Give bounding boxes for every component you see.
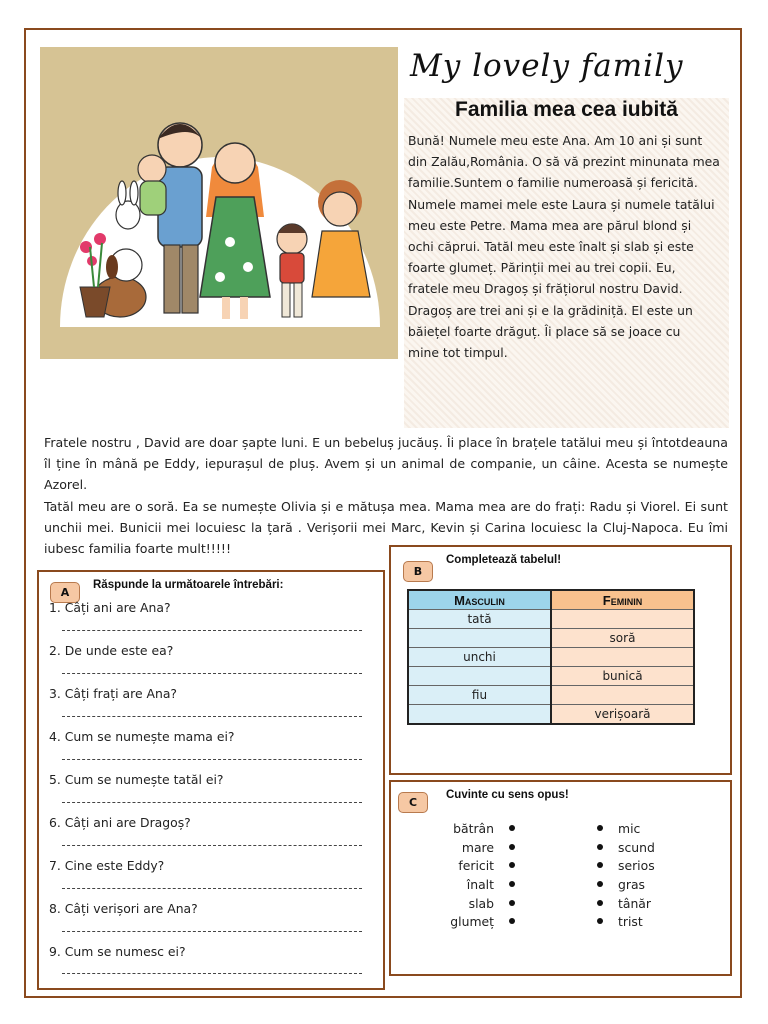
opposite-word-right: trist: [618, 914, 643, 929]
table-cell[interactable]: soră: [551, 629, 694, 648]
table-row: [408, 629, 694, 648]
intro-line: foarte glumeț. Părinții mei au trei copii. Eu,: [408, 260, 676, 276]
section-b-badge: B: [403, 561, 433, 582]
column-header-masculin: Masculin: [408, 590, 551, 610]
story-paragraph: Fratele nostru , David are doar șapte luni. E un bebeluș jucăuș. Îi place în brațele tatălui meu și întotdeauna îl ține în mână pe Eddy, iepurașul de pluș. Avem și un animal de companie, un câine. Acesta se numește Azorel.: [44, 435, 728, 493]
story-paragraph: Tatăl meu are o soră. Ea se numește Olivia și e mătușa mea. Mama mea are do frați: Radu și Viorel. Ei sunt unchii mei. Bunicii mei locuiesc la țară . Verișorii mei Marc, Kevin și Carina locuiesc la Cluj-Napoca. Eu îmi iubesc familia foarte mult!!!!!: [44, 498, 728, 557]
question: 5. Cum se numește tatăl ei?: [49, 772, 224, 787]
table-cell[interactable]: [408, 667, 551, 686]
table-row: [408, 705, 694, 725]
gender-table: [407, 589, 695, 725]
answer-line[interactable]: [62, 888, 362, 889]
section-a-title: Răspunde la următoarele întrebări:: [93, 579, 284, 591]
answer-line[interactable]: [62, 802, 362, 803]
opposite-word-left: fericit: [458, 858, 494, 873]
section-a-badge: A: [50, 582, 80, 603]
table-cell[interactable]: [551, 610, 694, 629]
section-c-badge: C: [398, 792, 428, 813]
intro-line: Bună! Numele meu este Ana. Am 10 ani și sunt: [408, 133, 703, 148]
match-dot-left[interactable]: [509, 900, 515, 906]
question: 9. Cum se numesc ei?: [49, 944, 186, 959]
answer-line[interactable]: [62, 630, 362, 631]
family-drawing: [40, 47, 398, 359]
table-cell[interactable]: [551, 686, 694, 705]
table-cell[interactable]: bunică: [551, 667, 694, 686]
answer-line[interactable]: [62, 759, 362, 760]
answer-line[interactable]: [62, 716, 362, 717]
table-row: [408, 648, 694, 667]
answer-line[interactable]: [62, 973, 362, 974]
answer-line[interactable]: [62, 673, 362, 674]
section-b-title: Completează tabelul!: [446, 554, 562, 566]
table-cell[interactable]: [408, 705, 551, 725]
question: 4. Cum se numește mama ei?: [49, 729, 235, 744]
match-dot-right[interactable]: [597, 844, 603, 850]
question: 3. Câți frați are Ana?: [49, 686, 178, 701]
page-subtitle: Familia mea cea iubită: [455, 98, 678, 121]
match-dot-right[interactable]: [597, 918, 603, 924]
table-cell[interactable]: fiu: [408, 686, 551, 705]
intro-line: meu este Petre. Mama mea are părul blond și: [408, 217, 692, 233]
match-dot-left[interactable]: [509, 825, 515, 831]
opposite-word-left: mare: [461, 840, 494, 855]
opposite-word-right: gras: [618, 877, 646, 892]
family-illustration: [40, 47, 398, 359]
table-row: [408, 667, 694, 686]
column-header-feminin: Feminin: [551, 590, 694, 610]
table-row: [408, 610, 694, 629]
page-title: My lovely family: [410, 48, 684, 84]
intro-line: din Zalău,România. O să vă prezint minunata mea: [408, 154, 720, 170]
opposite-word-right: tânăr: [618, 896, 651, 911]
table-cell[interactable]: verișoară: [551, 705, 694, 725]
answer-line[interactable]: [62, 845, 362, 846]
opposite-word-left: bătrân: [453, 821, 494, 836]
intro-line: mine tot timpul.: [408, 345, 508, 361]
intro-line: familie.Suntem o familie numeroasă și fericită.: [408, 175, 698, 191]
intro-line: fratele meu Dragoș și frățiorul nostru David.: [408, 281, 683, 297]
opposite-word-right: serios: [618, 858, 655, 873]
opposite-word-right: mic: [618, 821, 641, 836]
match-dot-right[interactable]: [597, 825, 603, 831]
question: 6. Câți ani are Dragoș?: [49, 815, 191, 830]
opposite-word-left: glumeț: [450, 914, 494, 929]
question: 2. De unde este ea?: [49, 643, 174, 658]
table-row: [408, 686, 694, 705]
table-cell[interactable]: [408, 629, 551, 648]
question: 1. Câți ani are Ana?: [49, 600, 171, 615]
answer-line[interactable]: [62, 931, 362, 932]
match-dot-right[interactable]: [597, 900, 603, 906]
table-header-row: [408, 590, 694, 610]
question: 8. Câți verișori are Ana?: [49, 901, 198, 916]
match-dot-left[interactable]: [509, 881, 515, 887]
opposite-word-left: înalt: [466, 877, 494, 892]
match-dot-left[interactable]: [509, 862, 515, 868]
section-c-title: Cuvinte cu sens opus!: [446, 789, 569, 801]
intro-line: Dragoș are trei ani și e la grădiniță. El este un: [408, 302, 693, 318]
intro-line: ochi căprui. Tatăl meu este înalt și slab și este: [408, 239, 694, 255]
match-dot-right[interactable]: [597, 862, 603, 868]
opposite-word-left: slab: [468, 896, 494, 911]
table-cell[interactable]: unchi: [408, 648, 551, 667]
match-dot-right[interactable]: [597, 881, 603, 887]
intro-line: Numele mamei mele este Laura și numele tatălui: [408, 196, 715, 212]
match-dot-left[interactable]: [509, 918, 515, 924]
opposite-word-right: scund: [618, 840, 655, 855]
table-cell[interactable]: tată: [408, 610, 551, 629]
intro-line: băiețel foarte drăguț. Îi place să se joace cu: [408, 323, 681, 339]
story-text: [44, 432, 728, 559]
question: 7. Cine este Eddy?: [49, 858, 165, 873]
table-cell[interactable]: [551, 648, 694, 667]
intro-text: [408, 130, 730, 363]
match-dot-left[interactable]: [509, 844, 515, 850]
